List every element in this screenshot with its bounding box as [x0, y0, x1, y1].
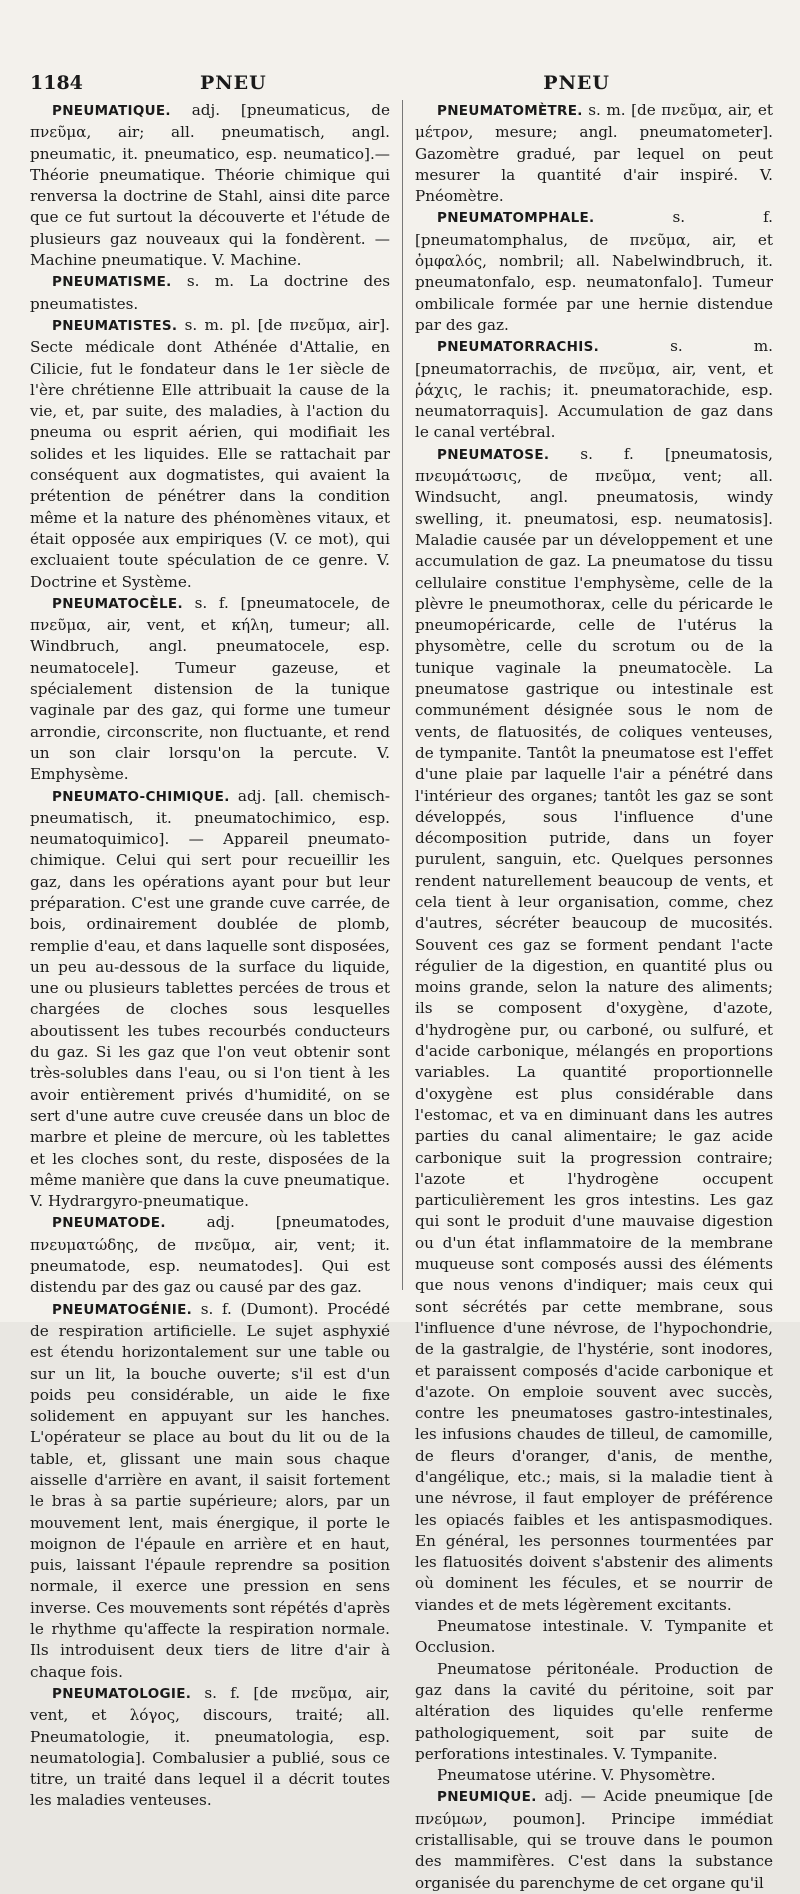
left-column [30, 100, 391, 1810]
page-number: 1184 [30, 72, 83, 94]
entry-headword: PNEUMATORRACHIS. [437, 339, 600, 356]
dictionary-entry [415, 207, 773, 336]
dictionary-subentry [415, 1616, 773, 1659]
right-column [415, 100, 774, 1892]
entry-text: s. f. (Dumont). Procédé de respiration artificielle. Le sujet asphyxié est étendu horizontalement sur une table ou sur un lit, la bouche ouverte; s'il est d'un poids peu considérable, un aide le fixe solidement en appuyant sur les hanches. L'opérateur se place au bout du lit ou de la table, et, glissant une main sous chaque aisselle d'arrière en avant, il saisit fortement le bras à sa partie supérieure; alors, par un mouvement lent, mais énergique, il porte le moignon de l'épaule en arrière et en haut, puis, laissant l'épaule reprendre sa position normale, il exerce une pression en sens inverse. Ces mouvements sont répétés d'après le rhythme qu'affecte la respiration normale. Ils introduisent deux tiers de litre d'air à chaque fois. [30, 1299, 390, 1681]
dictionary-entry [415, 100, 773, 207]
entry-headword: PNEUMATISME. [52, 274, 172, 291]
column-divider [402, 100, 403, 1290]
entry-headword: PNEUMATOLOGIE. [52, 1685, 192, 1702]
entry-text: s. f. [pneumatocele, de πνεῦμα, air, vent, et κήλη, tumeur; all. Windbruch, angl. pneumatocele, esp. neumatocele]. Tumeur gazeuse, et spécialement distension de la tunique vaginale par des gaz, qui forme une tumeur arrondie, circonscrite, non fluctuante, et rend un son clair lorsqu'on la percute. V. Emphysème. [30, 593, 390, 784]
entry-text: s. m. [de πνεῦμα, air, et μέτρον, mesure; angl. pneumatometer]. Gazomètre gradué, par lequel on peut mesurer la quantité d'air inspiré. V. Pnéomètre. [415, 101, 773, 206]
dictionary-entry [30, 315, 390, 593]
entry-headword: PNEUMATISTES. [52, 317, 178, 334]
entry-headword: PNEUMATIQUE. [52, 103, 171, 119]
dictionary-entry [30, 1299, 390, 1683]
entry-headword: PNEUMATOGÉNIE. [52, 1301, 193, 1318]
entry-text: s. m. [pneumatorrachis, de πνεῦμα, air, vent, et ῥάχις, le rachis; it. pneumatorachide, esp. neumatorraquis]. Accumulation de gaz dans le canal vertébral. [415, 337, 773, 442]
entry-text: s. m. La doctrine des pneumatistes. [30, 272, 391, 313]
dictionary-subentry [415, 1659, 773, 1765]
entry-headword: PNEUMIQUE. [437, 1789, 537, 1806]
entry-text: Pneumatose péritonéale. Production de gaz dans la cavité du péritoine, soit par altération des liquides qu'elle renferme pathologiquement, soit par suite de perforations intestinales. V. Tympanite. [415, 1659, 773, 1763]
dictionary-entry [30, 100, 390, 271]
left-running-title: PNEU [200, 72, 267, 94]
entry-headword: PNEUMATOMPHALE. [437, 210, 595, 227]
entry-headword: PNEUMATODE. [52, 1215, 166, 1232]
dictionary-entry [30, 786, 390, 1213]
entry-headword: PNEUMATOMÈTRE. [437, 103, 583, 119]
dictionary-entry [30, 593, 390, 786]
dictionary-entry [30, 1683, 390, 1812]
entry-text: s. f. [pneumatosis, πνευμάτωσις, de πνεῦμα, vent; all. Windsucht, angl. pneumatosis, windy swelling, it. pneumatosi, esp. neumatosis]. Maladie causée par un développement et une accumulation de gaz. La pneumatose du tissu cellulaire constitue l'emphysème, celle de la plèvre le pneumothorax, celle du péricarde le pneumopéricarde, celle de l'utérus la physomètre, celle du scrotum ou de la tunique vaginale la pneumatocèle. La pneumatose gastrique ou intestinale est communément désignée sous le nom de vents, de flatuosités, de coliques venteuses, de tympanite. Tantôt la pneumatose est l'effet d'une plaie par laquelle l'air a pénétré dans l'intérieur des organes; tantôt les gaz se sont développés, sous l'influence d'une décomposition putride, dans un foyer purulent, sanguin, etc. Quelques personnes rendent naturellement beaucoup de vents, et cela tient à leur organisation, comme, chez d'autres, sécréter beaucoup de mucosités. Souvent ces gaz se forment pendant l'acte régulier de la digestion, en quantité plus ou moins grande, selon la nature des aliments; ils se composent d'oxygène, d'azote, d'hydrogène pur, ou carboné, ou sulfuré, et d'acide carbonique, mélangés en proportions variables. La quantité proportionnelle d'oxygène est plus considérable dans l'estomac, et va en diminuant dans les autres parties du canal alimentaire; le gaz acide carbonique suit la progression contraire; l'azote et l'hydrogène occupent particulièrement les gros intestins. Les gaz qui sont le produit d'une mauvaise digestion ou d'un état inflammatoire de la membrane muqueuse sont composés aussi des éléments que nous venons d'indiquer; mais ceux qui sont sécrétés par cette membrane, sous l'influence d'une névrose, de l'hypochondrie, de la gastralgie, de l'hystérie, sont inodores, et paraissent composés d'acide carbonique et d'azote. On emploie souvent avec succès, contre les pneumatoses gastro-intestinales, les infusions chaudes de tilleul, de camomille, de fleurs d'oranger, d'anis, de menthe, d'angélique, etc.; mais, si la maladie tient à une névrose, il faut employer de préférence les opiacés faibles et les antispasmodiques. En général, les personnes tourmentées par les flatuosités doivent s'abstenir des aliments où dominent les fécules, et se nourrir de viandes et de mets légèrement excitants. [415, 444, 774, 1614]
dictionary-subentry [415, 1765, 773, 1786]
entry-text: s. f. [de πνεῦμα, air, vent, et λόγος, discours, traité; all. Pneumatologie, it. pneumatologia, esp. neumatologia]. Combalusier a publié, sous ce titre, un traité dans lequel il a décrit toutes les maladies venteuses. [30, 1683, 390, 1810]
entry-text: Pneumatose utérine. V. Physomètre. [437, 1766, 716, 1785]
running-header [30, 72, 770, 102]
dictionary-entry [415, 1786, 773, 1893]
dictionary-entry [30, 271, 390, 315]
dictionary-entry [30, 1212, 390, 1298]
right-running-title: PNEU [543, 72, 610, 94]
entry-text: adj. — Acide pneumique [de πνεύμων, poumon]. Principe immédiat cristallisable, qui se trouve dans le poumon des mammifères. C'est dans la substance organisée du parenchyme de cet organe qu'il [415, 1787, 774, 1892]
entry-text: s. f. [pneumatomphalus, de πνεῦμα, air, et ὀμφαλός, nombril; all. Nabelwindbruch, it. pneumatonfalo, esp. neumatonfalo]. Tumeur ombilicale formée par une hernie distendue par des gaz. [415, 208, 773, 334]
dictionary-entry [415, 336, 773, 443]
dictionary-entry [415, 444, 773, 1616]
entry-headword: PNEUMATOCÈLE. [52, 595, 183, 612]
entry-headword: PNEUMATO-CHIMIQUE. [52, 788, 230, 805]
entry-text: adj. [pneumaticus, de πνεῦμα, air; all. pneumatisch, angl. pneumatic, it. pneumatico, esp. neumatico].— Théorie pneumatique. Théorie chimique qui renversa la doctrine de Stahl, ainsi dite parce que ce fut surtout la découverte et l'étude de plusieurs gaz nouveaux qui la fondèrent. — Machine pneumatique. V. Machine. [30, 101, 391, 270]
entry-headword: PNEUMATOSE. [437, 446, 550, 463]
entry-text: s. m. pl. [de πνεῦμα, air]. Secte médicale dont Athénée d'Attalie, en Cilicie, fut le fondateur dans le 1er siècle de l'ère chrétienne Elle attribuait la cause de la vie, et, par suite, des maladies, à l'action du pneuma ou esprit aérien, qui modifiait les solides et les liquides. Elle se rattachait par conséquent aux dogmatistes, qui avaient la prétention de pénétrer dans la condition même et la nature des phénomènes vitaux, et était opposée aux empiriques (V. ce mot), qui excluaient toute spéculation de ce genre. V. Doctrine et Système. [30, 315, 390, 591]
entry-text: adj. [all. chemisch-pneumatisch, it. pneumatochimico, esp. neumatoquimico]. — Appareil pneumato-chimique. Celui qui sert pour recueillir les gaz, dans les opérations ayant pour but leur préparation. C'est une grande cuve carrée, de bois, ordinairement doublée de plomb, remplie d'eau, et dans laquelle sont disposées, un peu au-dessous de la surface du liquide, une ou plusieurs tablettes percées de trous et chargées de cloches sous lesquelles aboutissent les tubes recourbés conducteurs du gaz. Si les gaz que l'on veut obtenir sont très-solubles dans l'eau, ou si l'on tient à les avoir entièrement privés d'humidité, on se sert d'une autre cuve creusée dans un bloc de marbre et pleine de mercure, où les tablettes et les cloches sont, du reste, disposées de la même manière que dans la cuve pneumatique. V. Hydrargyro-pneumatique. [30, 786, 390, 1211]
entry-text: Pneumatose intestinale. V. Tympanite et Occlusion. [415, 1617, 773, 1657]
entry-text: adj. [pneumatodes, πνευματώδης, de πνεῦμα, air, vent; it. pneumatode, esp. neumatodes]. Qui est distendu par des gaz ou causé par des gaz. [30, 1213, 390, 1297]
